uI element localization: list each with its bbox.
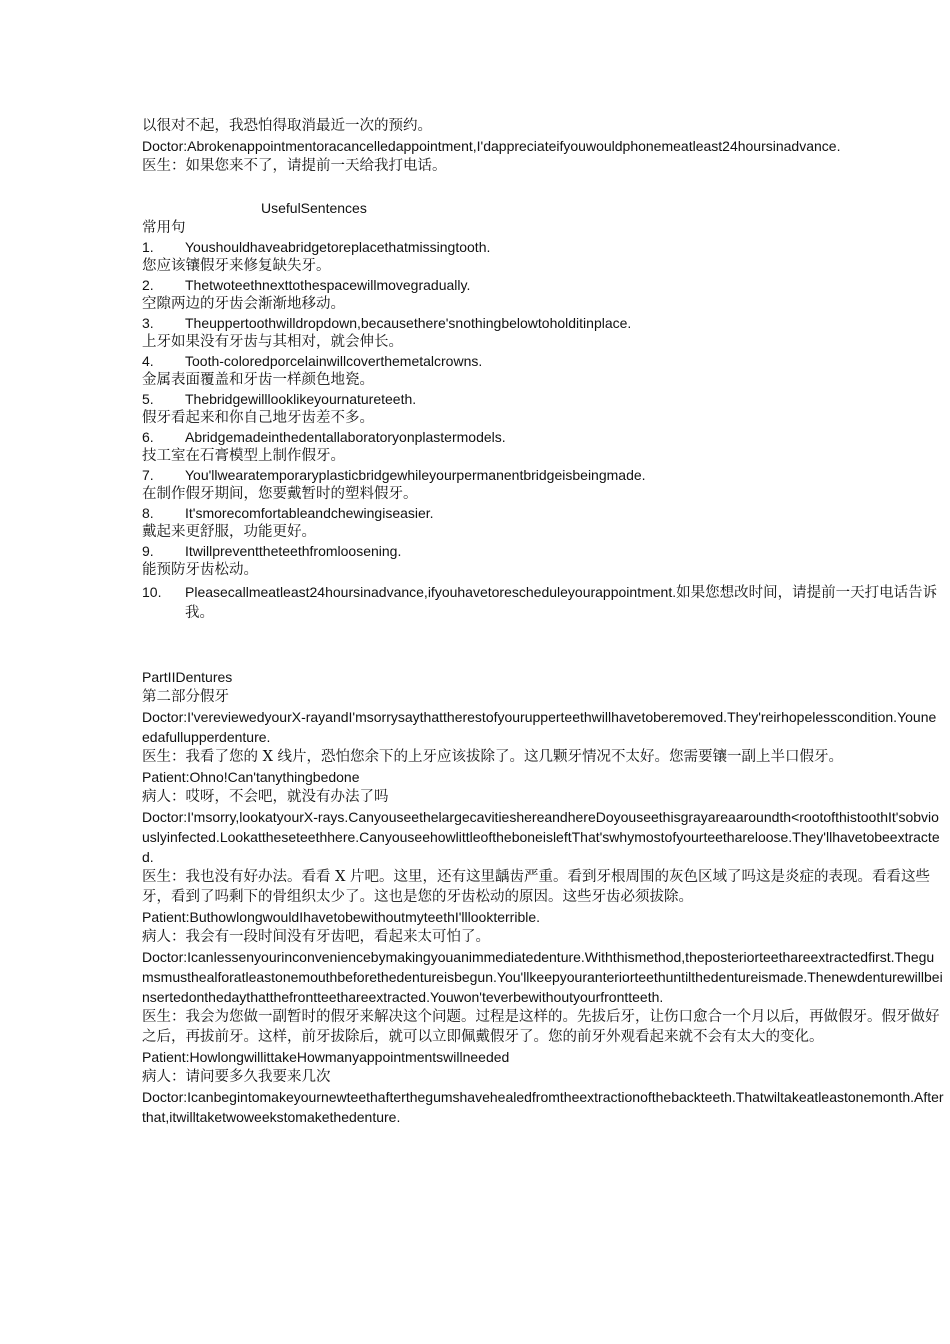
dialogue bbox=[142, 707, 944, 1127]
item-english: Abridgemadeinthedentallaboratoryonplastermodels. bbox=[185, 429, 506, 445]
useful-sentences-list bbox=[142, 238, 944, 623]
dialogue-line: Doctor:I'vereviewedyourX-rayandI'msorrysaythattherestofyourupperteethwillhavetoberemoved.They'reirhopelesscondition.Youneedafullupperdenture. bbox=[142, 709, 937, 745]
item-number: 3. bbox=[142, 315, 154, 331]
item-english: Theuppertoothwilldropdown,becausethere'snothingbelowtoholditinplace. bbox=[185, 315, 632, 331]
item-english: It'smorecomfortableandchewingiseasier. bbox=[185, 505, 434, 521]
dialogue-line: Patient:ButhowlongwouldIhavetobewithoutmyteethI'lllookterrible. bbox=[142, 909, 541, 925]
item-english: Tooth-coloredporcelainwillcoverthemetalcrowns. bbox=[185, 353, 483, 369]
item-number: 5. bbox=[142, 391, 154, 407]
item-chinese: 金属表面覆盖和牙齿一样颜色地瓷。 bbox=[142, 372, 374, 388]
list-item bbox=[142, 428, 944, 466]
dialogue-line: Patient:Ohno!Can'tanythingbedone bbox=[142, 769, 360, 785]
dialogue-line: 病人：请问要多久我要来几次 bbox=[142, 1069, 331, 1085]
item-chinese: 空隙两边的牙齿会渐渐地移动。 bbox=[142, 296, 345, 312]
dialogue-line: Patient:HowlongwillittakeHowmanyappointmentswillneeded bbox=[142, 1049, 510, 1065]
item-english: Pleasecallmeatleast24hoursinadvance,ifyouhavetorescheduleyourappointment. bbox=[185, 584, 677, 600]
dialogue-line: Doctor:Icanbegintomakeyournewteethafterthegumshavehealedfromtheextractionofthebackteeth.Thatwiltakeatleastonemonth.Afterthat,itwilltaketwoweekstomakethedenture. bbox=[142, 1089, 944, 1125]
useful-sentences-heading: UsefulSentences bbox=[261, 200, 367, 216]
list-item bbox=[142, 466, 944, 504]
item-number: 4. bbox=[142, 353, 154, 369]
item-number: 10. bbox=[142, 584, 162, 600]
intro-line-3: 医生：如果您来不了，请提前一天给我打电话。 bbox=[142, 158, 447, 174]
list-item bbox=[142, 314, 944, 352]
list-item bbox=[142, 390, 944, 428]
list-item bbox=[142, 276, 944, 314]
dialogue-line: 病人：哎呀，不会吧，就没有办法了吗 bbox=[142, 789, 389, 805]
list-item bbox=[142, 352, 944, 390]
item-number: 8. bbox=[142, 505, 154, 521]
dialogue-line: 病人：我会有一段时间没有牙齿吧，看起来太可怕了。 bbox=[142, 929, 490, 945]
dialogue-line: 医生：我看了您的 X 线片，恐怕您余下的上牙应该拔除了。这几颗牙情况不太好。您需要镶一副上半口假牙。 bbox=[142, 749, 844, 765]
item-chinese: 假牙看起来和你自己地牙齿差不多。 bbox=[142, 410, 374, 426]
intro-line-1: 以很对不起，我恐怕得取消最近一次的预约。 bbox=[142, 118, 432, 134]
item-english: You'llwearatemporaryplasticbridgewhileyourpermanentbridgeisbeingmade. bbox=[185, 467, 646, 483]
item-english: Thebridgewilllooklikeyournatureteeth. bbox=[185, 391, 417, 407]
part-two-title-zh: 第二部分假牙 bbox=[142, 689, 229, 705]
item-chinese: 如果您想改时间，请提前一天打电话告诉我。 bbox=[185, 585, 938, 621]
item-number: 6. bbox=[142, 429, 154, 445]
item-chinese: 戴起来更舒服，功能更好。 bbox=[142, 524, 316, 540]
item-chinese: 上牙如果没有牙齿与其相对，就会伸长。 bbox=[142, 334, 403, 350]
list-item bbox=[142, 542, 944, 580]
item-english: Thetwoteethnexttothespacewillmovegradually. bbox=[185, 277, 471, 293]
item-number: 1. bbox=[142, 239, 154, 255]
item-number: 9. bbox=[142, 543, 154, 559]
item-chinese: 能预防牙齿松动。 bbox=[142, 562, 258, 578]
dialogue-line: 医生：我会为您做一副暂时的假牙来解决这个问题。过程是这样的。先拔后牙，让伤口愈合一个月以后，再做假牙。假牙做好之后，再拔前牙。这样，前牙拔除后，就可以立即佩戴假牙了。您的前牙外观看起来就不会有太大的变化。 bbox=[142, 1009, 940, 1045]
list-item bbox=[142, 238, 944, 276]
list-item bbox=[142, 582, 944, 623]
useful-sentences-heading-zh: 常用句 bbox=[142, 220, 186, 236]
item-chinese: 技工室在石膏模型上制作假牙。 bbox=[142, 448, 345, 464]
intro-line-2: Doctor:Abrokenappointmentoracancelledappointment,I'dappreciateifyouwouldphonemeatleast24hoursinadvance. bbox=[142, 138, 841, 154]
dialogue-line: 医生：我也没有好办法。看看 X 片吧。这里，还有这里龋齿严重。看到牙根周围的灰色区域了吗这是炎症的表现。看看这些牙，看到了吗剩下的骨组织太少了。这也是您的牙齿松动的原因。这些牙齿必须拔除。 bbox=[142, 869, 931, 905]
item-number: 2. bbox=[142, 277, 154, 293]
part-two-title: PartIIDentures bbox=[142, 669, 233, 685]
list-item bbox=[142, 504, 944, 542]
item-chinese: 您应该镶假牙来修复缺失牙。 bbox=[142, 258, 331, 274]
item-number: 7. bbox=[142, 467, 154, 483]
item-english: Youshouldhaveabridgetoreplacethatmissingtooth. bbox=[185, 239, 491, 255]
item-english: Itwillpreventtheteethfromloosening. bbox=[185, 543, 402, 559]
document-page bbox=[142, 116, 944, 1127]
item-chinese: 在制作假牙期间，您要戴暂时的塑料假牙。 bbox=[142, 486, 418, 502]
dialogue-line: Doctor:Icanlessenyourinconveniencebymakingyouanimmediatedenture.Withthismethod,theposteriorteethareextractedfirst.Thegumsmusthealforatleastonemouthbeforethedentureisbegun.You'llkeepyouranteriorteethuntilthedentureismade.Thenewdenturewillbeinsertedonthedaythatthefrontteethareextracted.Youwon'teverbewithoutyourfrontteeth. bbox=[142, 949, 943, 1005]
dialogue-line: Doctor:I'msorry,lookatyourX-rays.CanyouseethelargecavitieshereandhereDoyouseethisgrayareaaroundth<rootofthistoothIt'sobviouslyinfected.Lookattheseteethhere.CanyouseehowlittleoftheboneisleftThat'swhymostofyourteethareloose.They'llhavetobeextracted. bbox=[142, 809, 940, 865]
